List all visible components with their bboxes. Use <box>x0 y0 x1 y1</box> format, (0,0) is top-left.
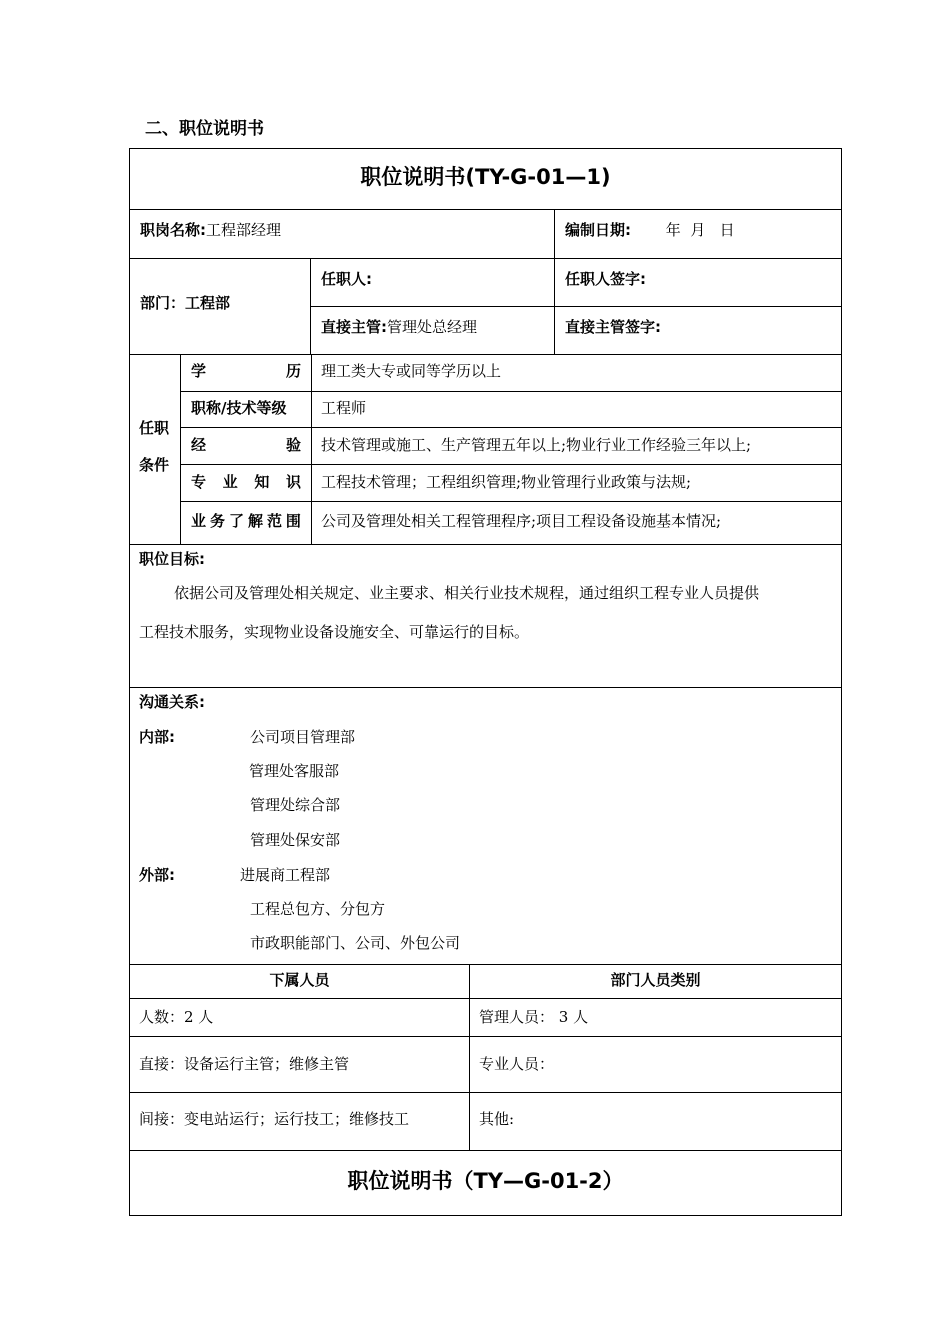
rule <box>130 209 841 210</box>
holder-sign-label: 任职人签字: <box>565 270 646 288</box>
rule <box>180 501 841 502</box>
qualification-label-experience: 经 验 <box>191 436 301 454</box>
rule <box>311 354 312 544</box>
qualification-value-knowledge: 工程技术管理；工程组织管理;物业管理行业政策与法规; <box>321 473 692 491</box>
objective-label: 职位目标: <box>139 550 205 568</box>
qualification-value-title: 工程师 <box>321 399 367 417</box>
qualification-label-knowledge: 专 业 知 识 <box>191 473 301 491</box>
date-value: 年 月 日 <box>665 221 735 239</box>
job-name-row <box>140 220 281 240</box>
internal-contact: 管理处保安部 <box>250 831 341 849</box>
internal-contact: 管理处客服部 <box>249 762 340 780</box>
rule <box>130 1036 841 1037</box>
supervisor-sign-label: 直接主管签字: <box>565 318 661 336</box>
qualification-value-experience: 技术管理或施工、生产管理五年以上;物业行业工作经验三年以上; <box>321 436 752 454</box>
indirect-reports-cell: 间接：变电站运行；运行技工；维修技工 <box>139 1110 410 1128</box>
qualification-value-education: 理工类大专或同等学历以上 <box>321 362 502 380</box>
rule <box>180 464 841 465</box>
rule <box>130 544 841 545</box>
rule <box>180 354 181 544</box>
external-contact: 市政职能部门、公司、外包公司 <box>250 934 461 952</box>
internal-contact: 公司项目管理部 <box>250 728 356 746</box>
rule <box>130 1092 841 1093</box>
rule <box>130 1150 841 1151</box>
job-name-value: 工程部经理 <box>206 221 282 239</box>
next-document-title: 职位说明书（TY—G-01-2） <box>347 1169 624 1193</box>
rule <box>130 354 841 355</box>
direct-reports-cell: 直接：设备运行主管；维修主管 <box>139 1055 350 1073</box>
external-contact: 工程总包方、分包方 <box>250 900 386 918</box>
qualifications-group-label: 任职 <box>139 419 170 437</box>
communication-label: 沟通关系: <box>139 693 205 711</box>
professionals-cell: 专业人员： <box>479 1055 555 1073</box>
external-label: 外部: <box>139 866 175 884</box>
subordinates-header: 下属人员 <box>269 971 330 989</box>
date-row <box>565 220 735 240</box>
categories-header: 部门人员类别 <box>610 971 701 989</box>
rule <box>130 687 841 688</box>
supervisor-row <box>321 317 477 337</box>
rule <box>130 964 841 965</box>
qualification-label-education: 学 历 <box>191 362 301 380</box>
rule <box>469 964 470 1150</box>
supervisor-value: 管理处总经理 <box>387 318 478 336</box>
others-cell: 其他: <box>479 1110 515 1128</box>
qualification-label-scope: 业 务 了 解 范 围 <box>191 512 301 530</box>
internal-label: 内部: <box>139 728 175 746</box>
qualifications-group-label: 条件 <box>139 456 170 474</box>
rule <box>180 427 841 428</box>
managers-cell: 管理人员： 3 人 <box>479 1008 589 1026</box>
rule <box>310 306 841 307</box>
job-description-table <box>129 148 842 1216</box>
rule <box>130 998 841 999</box>
internal-contact: 管理处综合部 <box>250 796 341 814</box>
document-title: 职位说明书(TY-G-01—1) <box>360 165 611 189</box>
external-contact: 进展商工程部 <box>240 866 331 884</box>
headcount-cell: 人数：2 人 <box>139 1008 214 1026</box>
objective-line: 工程技术服务，实现物业设备设施安全、可靠运行的目标。 <box>139 623 530 641</box>
section-heading: 二、职位说明书 <box>145 119 264 139</box>
rule <box>130 258 841 259</box>
rule <box>310 258 311 354</box>
supervisor-label: 直接主管: <box>321 318 387 336</box>
date-label: 编制日期: <box>565 221 631 239</box>
department-label: 部门：工程部 <box>140 294 231 312</box>
job-name-label: 职岗名称: <box>140 221 206 239</box>
rule <box>554 209 555 354</box>
qualification-label-title: 职称/技术等级 <box>191 399 287 417</box>
rule <box>180 391 841 392</box>
qualification-value-scope: 公司及管理处相关工程管理程序;项目工程设备设施基本情况; <box>321 512 722 530</box>
holder-label: 任职人: <box>321 270 372 288</box>
objective-line: 依据公司及管理处相关规定、业主要求、相关行业技术规程，通过组织工程专业人员提供 <box>174 584 760 602</box>
